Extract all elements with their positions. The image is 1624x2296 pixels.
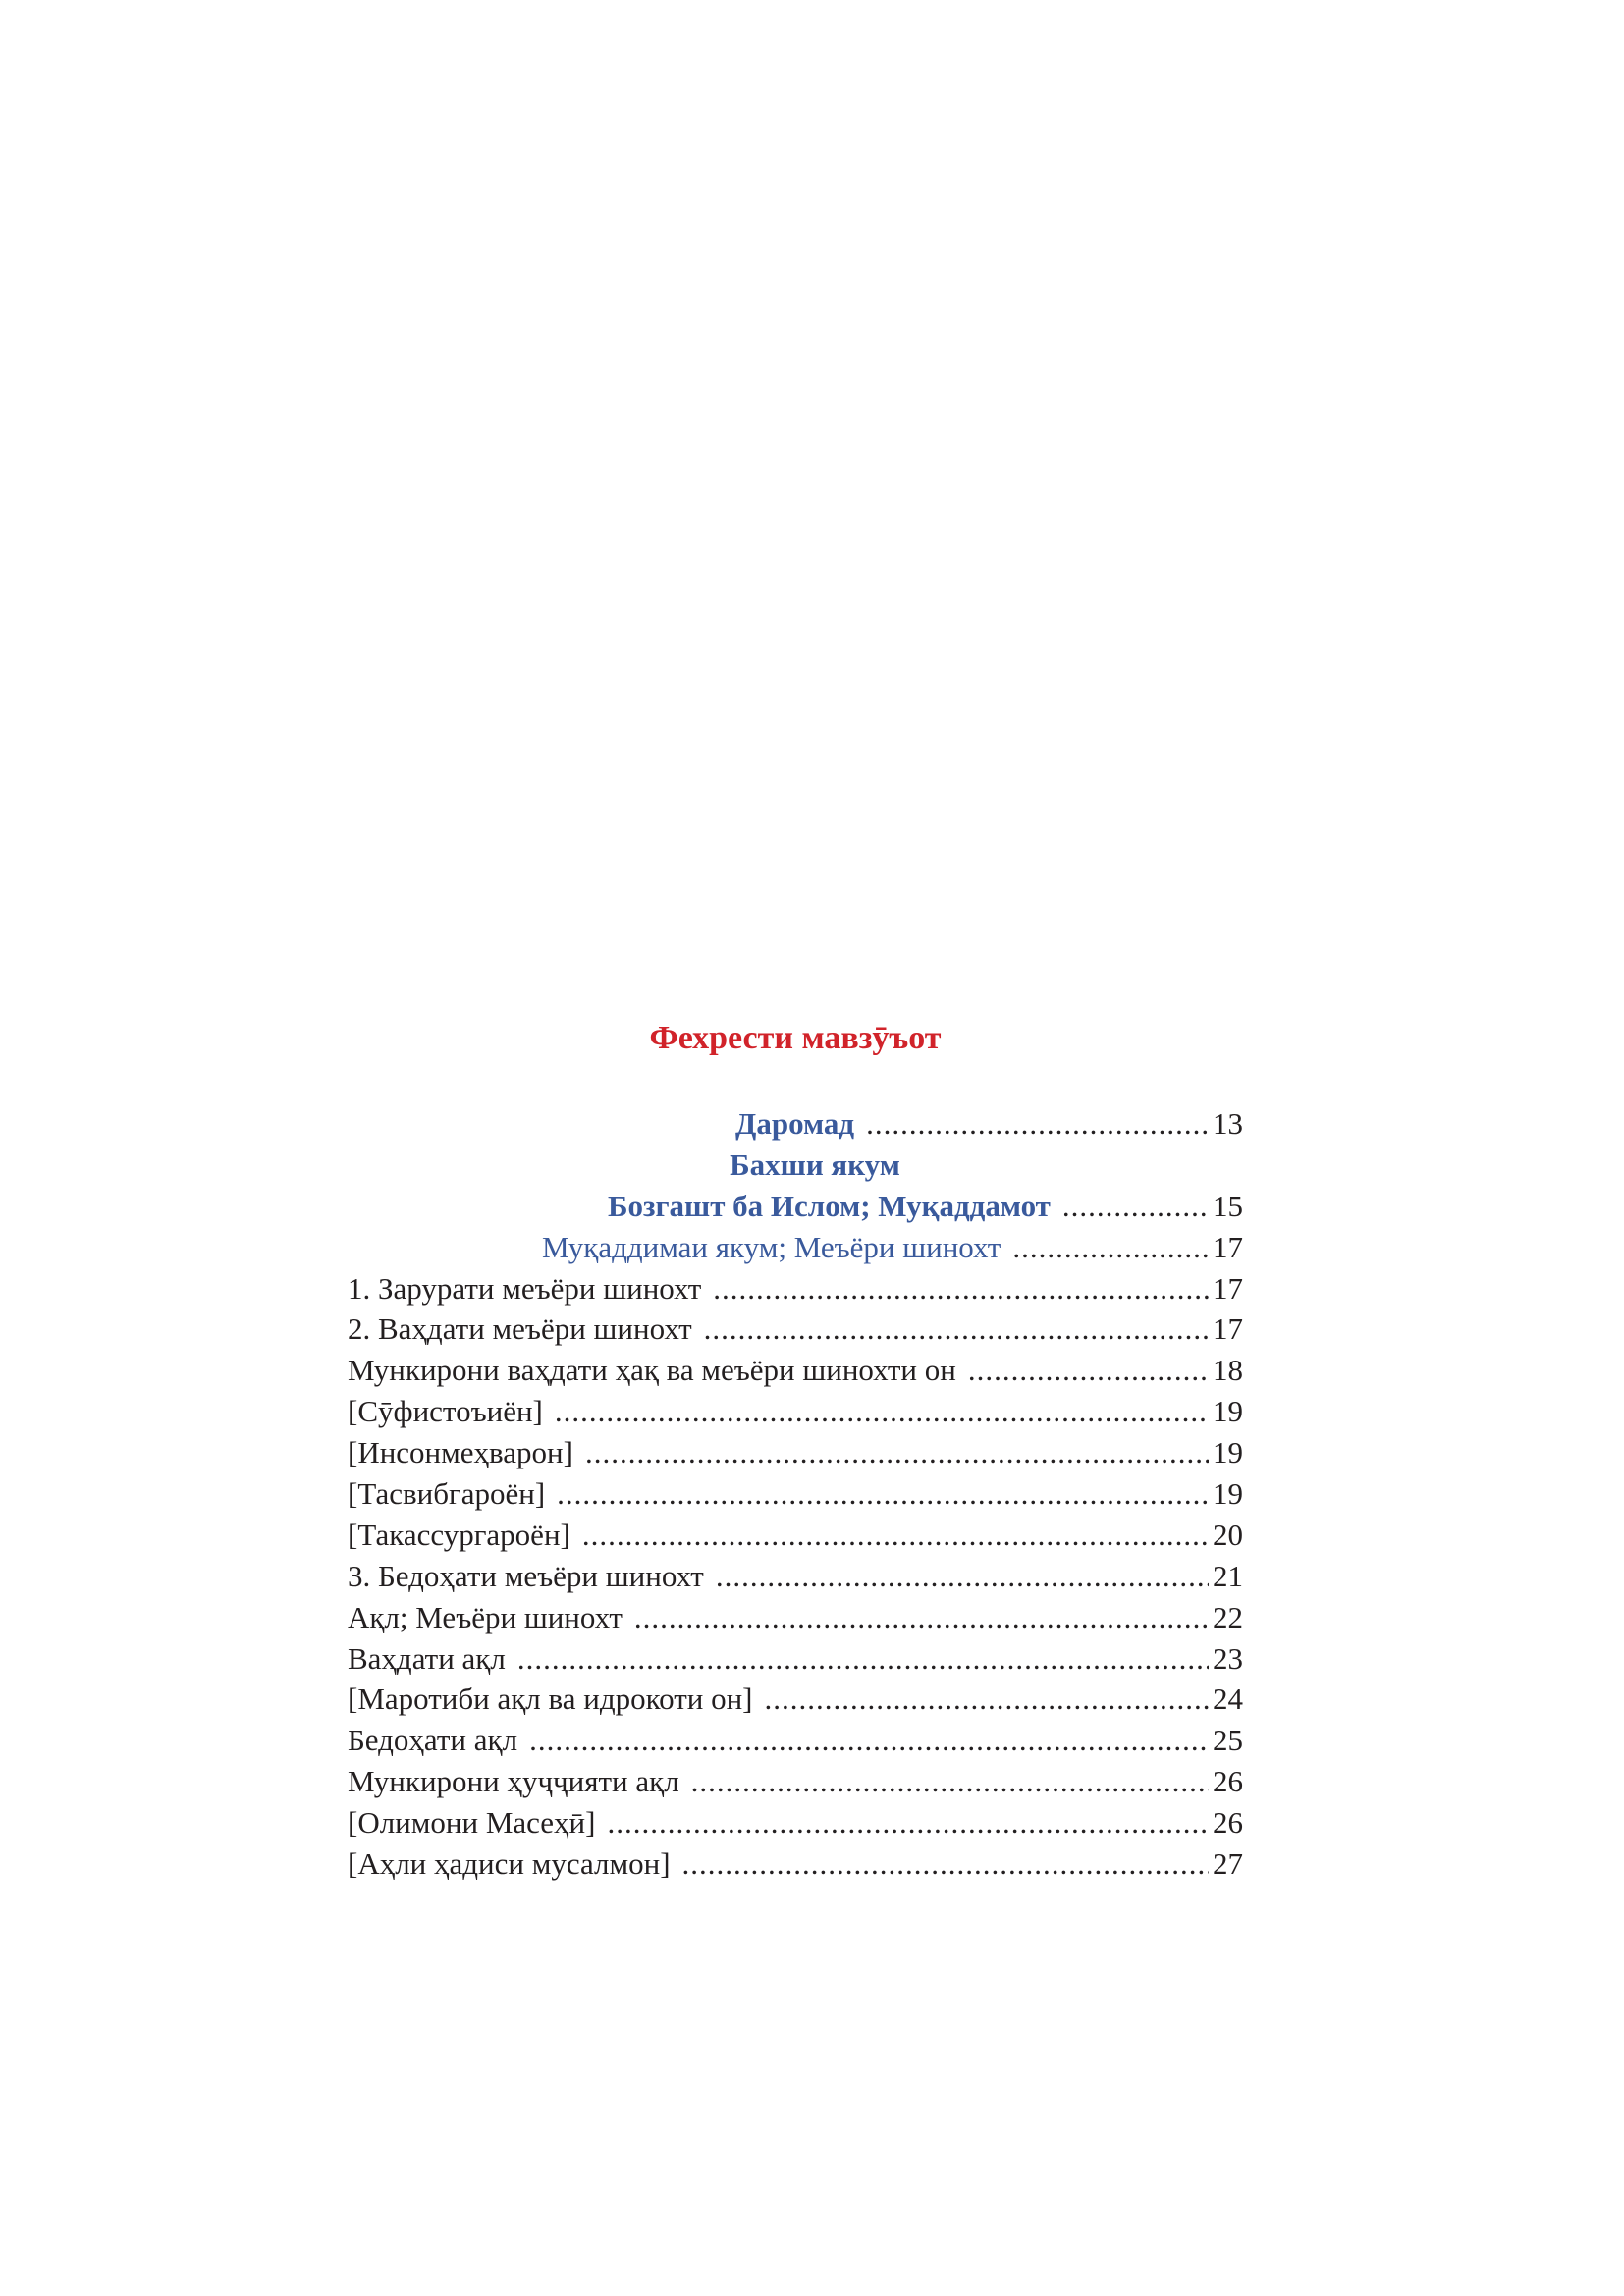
- dot-leader: [529, 1720, 1209, 1761]
- toc-entry-page: 25: [1213, 1723, 1243, 1758]
- dot-leader: [716, 1556, 1209, 1597]
- dot-leader: [557, 1473, 1209, 1515]
- toc-entry-page: 17: [1213, 1270, 1243, 1306]
- toc-entry-label: Бозгашт ба Ислом; Муқаддамот: [608, 1188, 1051, 1223]
- toc-entry-page: 23: [1213, 1640, 1243, 1676]
- toc-entry: [348, 1556, 1243, 1597]
- toc-entry-page: 17: [1213, 1229, 1243, 1264]
- dot-leader: [517, 1638, 1209, 1680]
- dot-leader: [682, 1843, 1209, 1885]
- dot-leader: [634, 1597, 1209, 1638]
- toc-entry-label: [Инсонмеҳварон]: [348, 1435, 573, 1470]
- toc-entry-page: 24: [1213, 1682, 1243, 1717]
- toc-entry-label: 2. Ваҳдати меъёри шинохт: [348, 1311, 692, 1347]
- dot-leader: [704, 1308, 1209, 1350]
- toc-entry: [348, 1843, 1243, 1885]
- toc-entry: [348, 1103, 1243, 1145]
- toc-entry-label: Мункирони ҳуҷҷияти ақл: [348, 1764, 679, 1799]
- toc-entry-page: 27: [1213, 1846, 1243, 1882]
- toc-entry-label: [Такассургароён]: [348, 1517, 570, 1552]
- toc-entry-page: 20: [1213, 1517, 1243, 1552]
- toc-entry: [348, 1679, 1243, 1720]
- toc-entry: [348, 1227, 1243, 1268]
- dot-leader: [691, 1761, 1209, 1802]
- toc-entry-label: Даромад: [735, 1106, 855, 1141]
- toc-entry-page: 19: [1213, 1394, 1243, 1429]
- toc-entry: [348, 1473, 1243, 1515]
- toc-entry: [348, 1720, 1243, 1761]
- dot-leader: [607, 1802, 1209, 1843]
- toc-entry-label: Муқаддимаи якум; Меъёри шинохт: [542, 1229, 1001, 1264]
- toc-entry: [348, 1761, 1243, 1802]
- toc-entry: [348, 1802, 1243, 1843]
- toc-entry: [348, 1391, 1243, 1432]
- toc-entry-label: Бедоҳати ақл: [348, 1723, 518, 1758]
- toc-entry-page: 22: [1213, 1599, 1243, 1634]
- toc-entry-page: 26: [1213, 1805, 1243, 1841]
- toc-entry-page: 19: [1213, 1476, 1243, 1512]
- toc-entry-label: 3. Бедоҳати меъёри шинохт: [348, 1558, 704, 1593]
- toc-section-heading: [348, 1145, 1243, 1186]
- toc-entry-page: 13: [1213, 1106, 1243, 1141]
- dot-leader: [582, 1515, 1209, 1556]
- toc-entry: [348, 1515, 1243, 1556]
- dot-leader: [968, 1350, 1209, 1391]
- toc-entry: [348, 1268, 1243, 1309]
- toc-entry: [348, 1638, 1243, 1680]
- toc-entry-page: 21: [1213, 1558, 1243, 1593]
- dot-leader: [866, 1103, 1209, 1145]
- dot-leader: [1062, 1186, 1209, 1227]
- dot-leader: [765, 1679, 1209, 1720]
- toc-entry: [348, 1350, 1243, 1391]
- dot-leader: [555, 1391, 1209, 1432]
- toc-entry-label: [Тасвибгароён]: [348, 1476, 546, 1512]
- toc-title: Фехрести мавзӯъот: [649, 1020, 942, 1056]
- dot-leader: [585, 1432, 1209, 1473]
- toc-entry-page: 19: [1213, 1435, 1243, 1470]
- toc-entry-label: Мункирони ваҳдати ҳақ ва меъёри шинохти он: [348, 1353, 956, 1388]
- toc-entry: [348, 1432, 1243, 1473]
- toc-entry-label: [Олимони Масеҳӣ]: [348, 1805, 596, 1841]
- toc-entry-label: [Аҳли ҳадиси мусалмон]: [348, 1846, 671, 1882]
- toc-entry: [348, 1597, 1243, 1638]
- toc-entry-label: Ақл; Меъёри шинохт: [348, 1599, 623, 1634]
- toc-entry-page: 17: [1213, 1311, 1243, 1347]
- toc-entry: [348, 1308, 1243, 1350]
- toc-entry: [348, 1186, 1243, 1227]
- toc-list: [348, 1103, 1243, 1885]
- dot-leader: [713, 1268, 1209, 1309]
- toc-entry-label: Ваҳдати ақл: [348, 1640, 506, 1676]
- toc-entry-label: 1. Зарурати меъёри шинохт: [348, 1270, 702, 1306]
- toc-entry-page: 26: [1213, 1764, 1243, 1799]
- toc-entry-label: [Сӯфистоъиён]: [348, 1394, 543, 1429]
- toc-entry-page: 18: [1213, 1353, 1243, 1388]
- dot-leader: [1012, 1227, 1209, 1268]
- toc-entry-page: 15: [1213, 1188, 1243, 1223]
- toc-entry-label: Бахши якум: [730, 1147, 900, 1182]
- toc-entry-label: [Маротиби ақл ва идрокоти он]: [348, 1682, 753, 1717]
